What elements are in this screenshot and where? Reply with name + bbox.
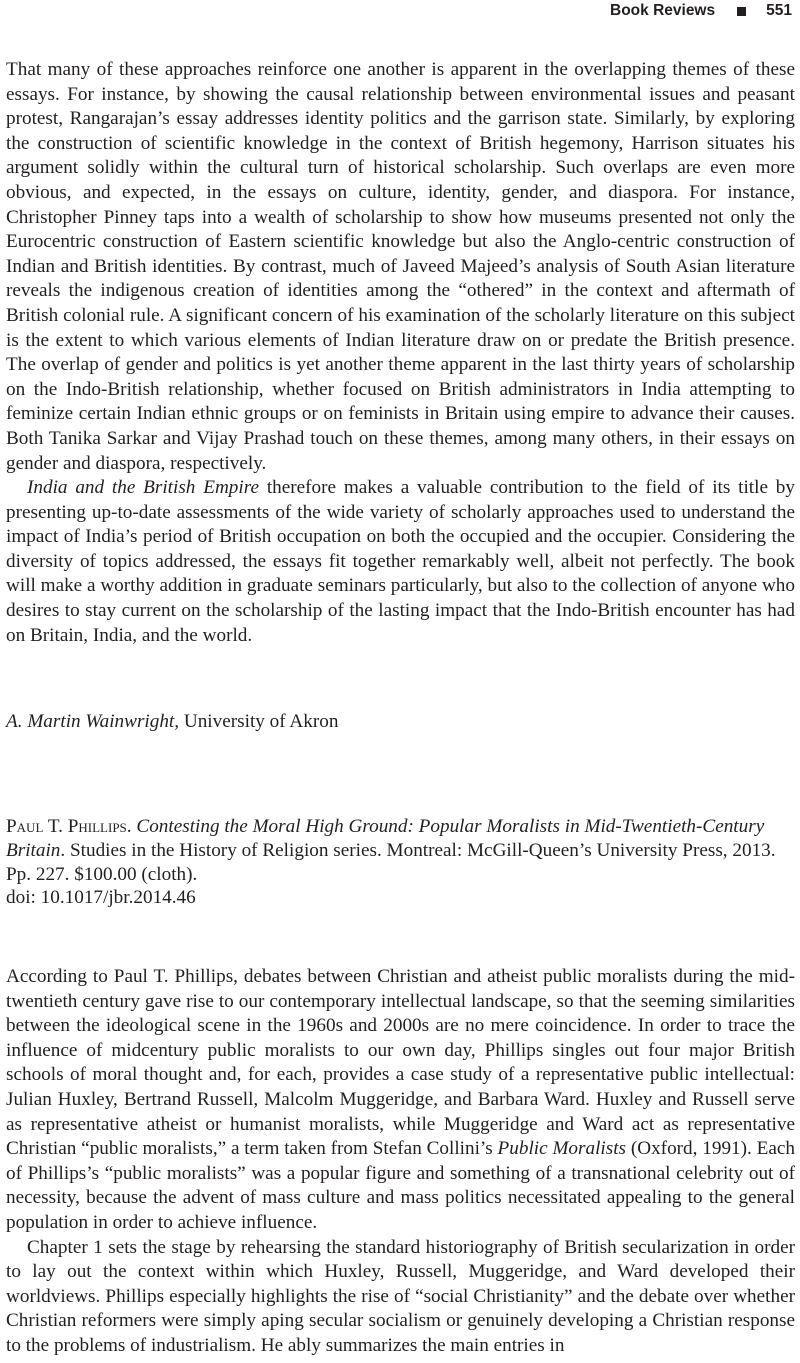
reviewer-signature (6, 710, 338, 734)
publication-details: . Studies in the History of Religion series. Montreal: McGill-Queen’s University Press, 2013. Pp. 227. $100.00 (cloth). (6, 839, 776, 885)
separator-square-icon (737, 7, 746, 16)
paragraph: That many of these approaches reinforce one another is apparent in the overlapping themes of these essays. For instance, by showing the causal relationship between environmental issues and peasant protest, Rangarajan’s essay addresses identity politics and the garrison state. Similarly, by exploring the construction of scientific knowledge in the context of British hegemony, Harrison situates his argument solidly within the cultural turn of historical scholarship. Such overlaps are even more obvious, and expected, in the essays on culture, identity, gender, and diaspora. For instance, Christopher Pinney taps into a wealth of scholarship to show how museums presented not only the Eurocentric construction of Eastern scientific knowledge but also the Anglo-centric construction of Indian and British identities. By contrast, much of Javeed Majeed’s analysis of South Asian literature reveals the indigenous creation of identities among the “othered” in the context and aftermath of British colonial rule. A significant concern of his examination of the scholarly literature on this subject is the extent to which various elements of Indian literature draw on or predate the British presence. The overlap of gender and politics is yet another theme apparent in the last thirty years of scholarship on the Indo-British relationship, whether focused on British administrators in India attempting to feminize certain Indian ethnic groups or on feminists in Britain using empire to advance their causes. Both Tanika Sarkar and Vijay Prashad touch on these themes, among many others, in their essays on gender and diaspora, respectively. (6, 59, 795, 474)
review-body-continued (6, 58, 795, 648)
section-title: Book Reviews (610, 2, 716, 19)
book-title: India and the British Empire (27, 477, 259, 499)
paragraph: India and the British Empire therefore makes a valuable contribution to the field of its title by presenting up-to-date assessments of the wide variety of scholarly approaches used to understand the impact of India’s period of British occupation on both the occupied and the occupier. Considering the diversity of topics addressed, the essays fit together remarkably well, albeit not perfectly. The book will make a worthy addition in graduate seminars particularly, but also to the collection of anyone who desires to stay current on the scholarship of the lasting impact that the Indo-British encounter has had on Britain, India, and the world. (6, 477, 795, 646)
running-header (610, 0, 792, 22)
reviewer-name: A. Martin Wainwright, (6, 711, 180, 732)
page-number: 551 (766, 2, 792, 19)
doi: doi: 10.1017/jbr.2014.46 (6, 887, 196, 909)
review-body (6, 965, 795, 1359)
book-title: Public Moralists (497, 1138, 627, 1160)
book-citation: Paul T. Phillips. Contesting the Moral High Ground: Popular Moralists in Mid-Twentieth-Century Britain. Studies in the History of Religion series. Montreal: McGill-Queen’s University Press, 2013. Pp. 227. $100.00 (cloth). doi: 10.1017/jbr.2014.46 (6, 816, 776, 909)
book-author: Paul T. Phillips (6, 816, 127, 837)
reviewer-affiliation: University of Akron (179, 711, 339, 732)
paragraph: According to Paul T. Phillips, debates between Christian and atheist public moralists during the mid-twentieth century gave rise to our contemporary intellectual landscape, so that the seeming similarities between the ideological scene in the 1960s and 2000s are no mere coincidence. In order to trace the influence of midcentury public moralists to our own day, Phillips singles out four major British schools of moral thought and, for each, provides a case study of a representative public intellectual: Julian Huxley, Bertrand Russell, Malcolm Muggeridge, and Barbara Ward. Huxley and Russell serve as representative atheist or humanist moralists, while Muggeridge and Ward act as representative Christian “public moralists,” a term taken from Stefan Collini’s Public Moralists (Oxford, 1991). Each of Phillips’s “public moralists” was a popular figure and something of a transnational celebrity out of necessity, because the advent of mass culture and mass politics necessitated appealing to the general population in order to achieve influence. (6, 966, 795, 1233)
book-title: Contesting the Moral High Ground: Popular Moralists in Mid-Twentieth-Century Britain (6, 816, 765, 861)
paragraph: Chapter 1 sets the stage by rehearsing the standard historiography of British secularization in order to lay out the context within which Huxley, Russell, Muggeridge, and Ward developed their worldviews. Phillips especially highlights the rise of “social Christianity” and the debate over whether Christian reformers were simply aping secular socialism or genuinely developing a Christian response to the problems of industrialism. He ably summarizes the main entries in (6, 1236, 795, 1356)
